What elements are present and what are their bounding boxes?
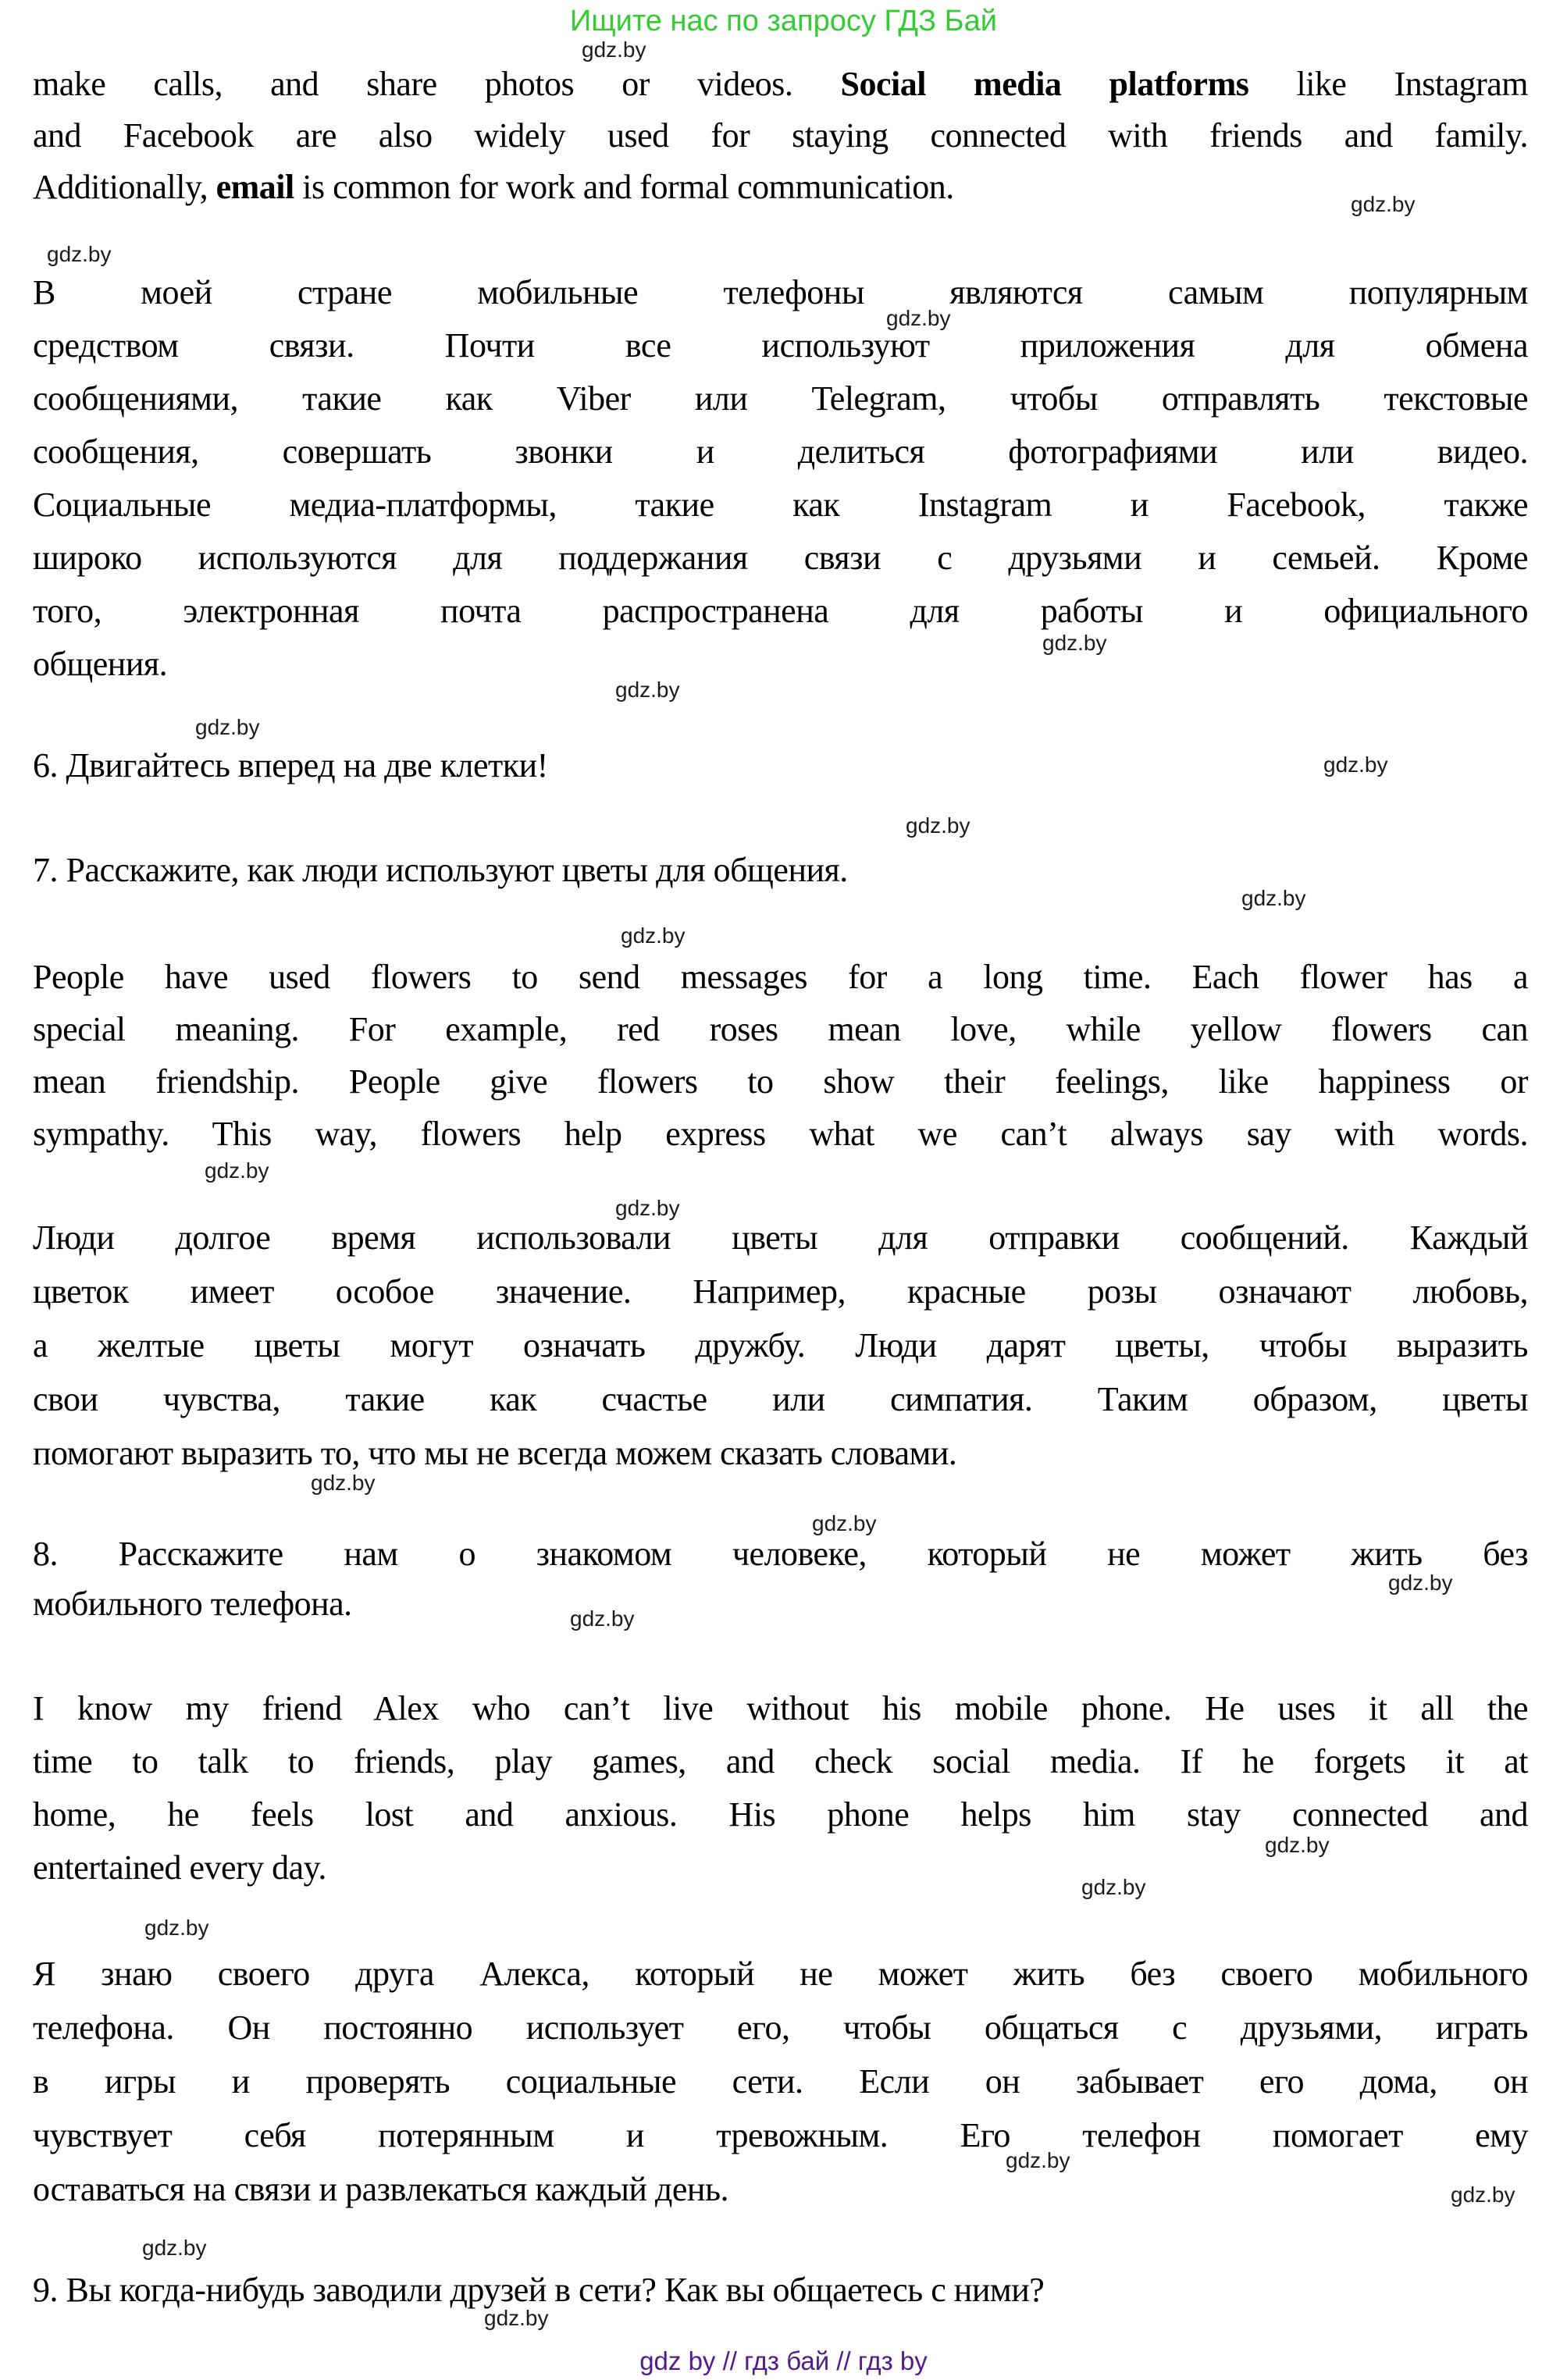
task-6-heading [33,740,1528,792]
text-line: в игры и проверять социальные сети. Если он забывает его дома, он [33,2062,1528,2101]
text-line: общения. [33,645,168,683]
text-line [33,59,1528,110]
text-line: I know my friend Alex who can’t live without his mobile phone. He uses it all the [33,1689,1528,1727]
text-line: Я знаю своего друга Алекса, который не может жить без своего мобильного [33,1955,1528,1993]
text-line: 9. Вы когда-нибудь заводили друзей в сети? Как вы общаетесь с ними? [33,2271,1045,2309]
gdz-watermark: gdz.by [311,1471,376,1495]
gdz-watermark: gdz.by [1351,192,1416,216]
text-line: special meaning. For example, red roses mean love, while yellow flowers can [33,1010,1528,1048]
paragraph-english-alex [33,1682,1528,1894]
paragraph-english-phones [33,59,1528,213]
bold-text-span: Social media platforms [840,65,1249,103]
text-line: средством связи. Почти все используют приложения для обмена [33,326,1528,365]
text-line: home, he feels lost and anxious. His phone helps him stay connected and [33,1795,1528,1834]
text-line: Люди долгое время использовали цветы для отправки сообщений. Каждый [33,1218,1528,1257]
gdz-watermark: gdz.by [205,1158,269,1183]
gdz-watermark: gdz.by [195,715,260,739]
gdz-watermark: gdz.by [621,923,686,948]
gdz-watermark: gdz.by [484,2306,549,2330]
gdz-watermark: gdz.by [615,1196,680,1220]
text-line: sympathy. This way, flowers help express what we can’t always say with words. [33,1115,1528,1153]
text-line: 7. Расскажите, как люди используют цветы для общения. [33,851,848,889]
text-line: сообщения, совершать звонки и делиться фотографиями или видео. [33,432,1528,471]
site-banner-top: Ищите нас по запросу ГДЗ Бай [570,5,997,37]
text-line: мобильного телефона. [33,1585,352,1623]
text-span: make calls, and share photos or videos. [33,65,841,103]
text-line: чувствует себя потерянным и тревожным. Его телефон помогает ему [33,2116,1528,2154]
text-line: а желтые цветы могут означать дружбу. Люди дарят цветы, чтобы выразить [33,1326,1528,1364]
text-line: and Facebook are also widely used for staying connected with friends and family. [33,116,1528,155]
paragraph-russian-phones [33,266,1528,691]
text-line: 8. Расскажите нам о знакомом человеке, который не может жить без [33,1535,1528,1573]
gdz-watermark: gdz.by [1451,2183,1515,2207]
gdz-watermark: gdz.by [1241,886,1306,910]
gdz-watermark: gdz.by [47,242,112,266]
paragraph-russian-alex [33,1947,1528,2216]
text-line: помогают выразить то, что мы не всегда можем сказать словами. [33,1434,957,1472]
paragraph-russian-flowers [33,1211,1528,1480]
gdz-watermark: gdz.by [886,306,951,330]
gdz-watermark: gdz.by [615,678,680,702]
text-line: entertained every day. [33,1848,326,1887]
gdz-watermark: gdz.by [1006,2148,1070,2172]
site-banner-bottom: gdz by // гдз бай // гдз by [639,2346,928,2375]
text-line: Социальные медиа-платформы, такие как Instagram и Facebook, также [33,486,1528,524]
text-line: телефона. Он постоянно использует его, чтобы общаться с друзьями, играть [33,2008,1528,2047]
gdz-watermark: gdz.by [1265,1833,1330,1857]
text-line: People have used flowers to send messages for a long time. Each flower has a [33,958,1528,996]
bold-text-span: email [215,168,294,206]
task-8-heading [33,1529,1528,1629]
text-line: time to talk to friends, play games, and check social media. If he forgets it at [33,1742,1528,1781]
text-line: В моей стране мобильные телефоны являются самым популярным [33,273,1528,311]
gdz-watermark: gdz.by [582,37,646,62]
text-span: is common for work and formal communication. [294,168,954,206]
gdz-watermark: gdz.by [144,1916,209,1940]
text-line: 6. Двигайтесь вперед на две клетки! [33,746,548,784]
gdz-watermark: gdz.by [1081,1875,1146,1899]
text-line: того, электронная почта распространена для работы и официального [33,592,1528,630]
text-line: широко используются для поддержания связи с друзьями и семьей. Кроме [33,539,1528,577]
text-line: цветок имеет особое значение. Например, красные розы означают любовь, [33,1272,1528,1311]
text-line: оставаться на связи и развлекаться каждый день. [33,2170,729,2208]
text-span: like Instagram [1248,65,1529,103]
task-9-heading [33,2264,1528,2316]
gdz-watermark: gdz.by [906,813,970,838]
text-line: mean friendship. People give flowers to show their feelings, like happiness or [33,1062,1528,1101]
gdz-watermark: gdz.by [142,2236,207,2260]
gdz-watermark: gdz.by [570,1606,635,1631]
text-line [33,162,1528,213]
gdz-watermark: gdz.by [1323,752,1388,777]
paragraph-english-flowers [33,951,1528,1160]
text-span: Additionally, [33,168,216,206]
text-line: сообщениями, такие как Viber или Telegram, чтобы отправлять текстовые [33,379,1528,418]
gdz-watermark: gdz.by [1388,1571,1453,1595]
text-line: свои чувства, такие как счастье или симпатия. Таким образом, цветы [33,1380,1528,1418]
gdz-watermark: gdz.by [812,1511,877,1535]
gdz-watermark: gdz.by [1042,631,1107,655]
